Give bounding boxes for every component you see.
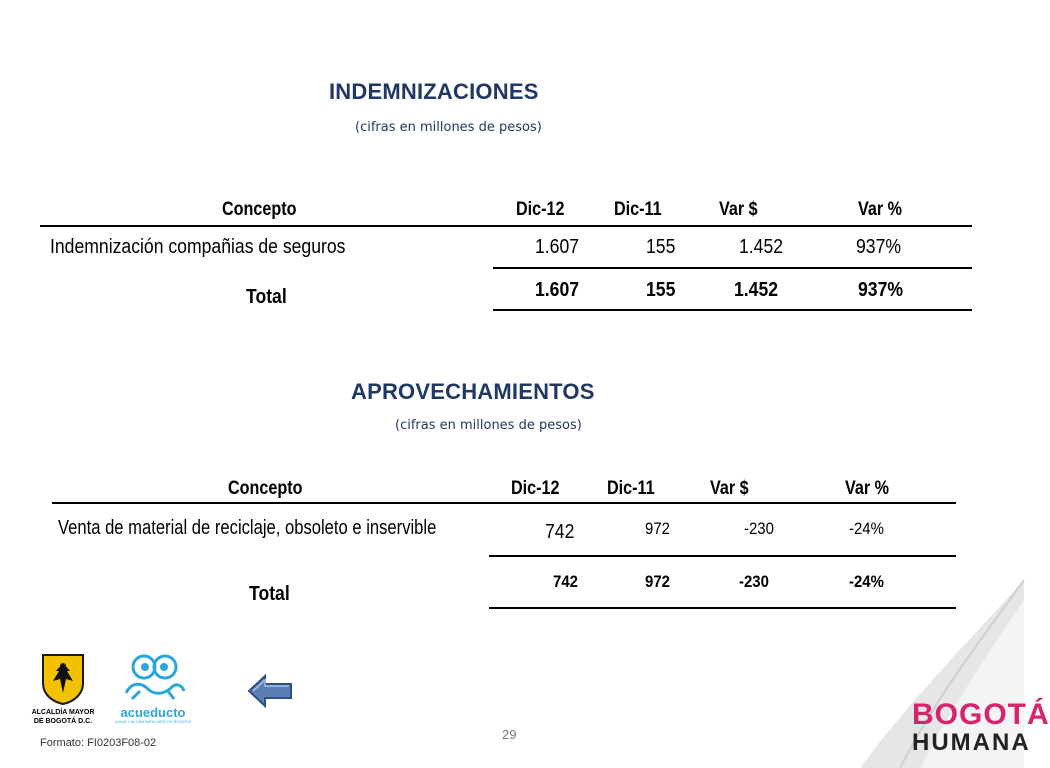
total-dic11: 155	[646, 279, 676, 301]
header-var-pct: Var %	[845, 478, 890, 499]
row-dic12: 1.607	[535, 236, 580, 258]
total-bottom-rule	[493, 309, 972, 311]
total-var-abs: -230	[739, 572, 769, 591]
header-dic12: Dic-12	[516, 199, 565, 220]
page-number: 29	[502, 727, 517, 742]
total-top-rule	[493, 267, 972, 269]
total-label: Total	[249, 583, 290, 605]
header-concepto: Concepto	[222, 199, 297, 220]
header-rule	[52, 502, 956, 504]
row-var-pct: 937%	[856, 236, 902, 258]
acueducto-logo	[108, 653, 198, 725]
header-concepto: Concepto	[228, 478, 303, 499]
row-dic11: 155	[646, 236, 676, 258]
total-var-pct: 937%	[858, 279, 904, 301]
row-concepto: Venta de material de reciclaje, obsoleto e inservible	[58, 517, 437, 539]
header-dic11: Dic-11	[614, 199, 662, 220]
alcaldia-line2: DE BOGOTÁ D.C.	[33, 718, 93, 725]
header-var-abs: Var $	[719, 199, 758, 220]
row-dic12: 742	[545, 521, 575, 543]
header-dic11: Dic-11	[607, 478, 655, 499]
total-var-abs: 1.452	[734, 279, 779, 301]
header-rule	[40, 225, 972, 227]
back-arrow-icon[interactable]	[247, 674, 293, 708]
total-dic12: 742	[553, 572, 578, 591]
header-var-pct: Var %	[858, 199, 903, 220]
acueducto-name: acueducto	[120, 705, 186, 720]
row-var-abs: 1.452	[739, 236, 784, 258]
row-dic11: 972	[645, 519, 670, 538]
total-label: Total	[246, 286, 287, 308]
row-var-abs: -230	[744, 519, 774, 538]
header-dic12: Dic-12	[511, 478, 560, 499]
row-var-pct: -24%	[849, 519, 884, 538]
section-subtitle-aprovechamientos: (cifras en millones de pesos)	[395, 418, 582, 433]
section-title-aprovechamientos: APROVECHAMIENTOS	[351, 379, 595, 404]
section-subtitle-indemnizaciones: (cifras en millones de pesos)	[355, 120, 542, 135]
section-title-indemnizaciones: INDEMNIZACIONES	[329, 79, 539, 104]
frog-icon	[118, 653, 188, 703]
total-top-rule	[489, 555, 956, 557]
total-dic11: 972	[645, 572, 670, 591]
format-code: Formato: FI0203F08-02	[40, 737, 157, 749]
total-var-pct: -24%	[849, 572, 884, 591]
header-var-abs: Var $	[710, 478, 749, 499]
humana-wordmark: HUMANA	[912, 729, 1031, 756]
bogota-wordmark: BOGOTÁ	[912, 698, 1050, 731]
coat-of-arms-icon	[40, 653, 86, 705]
acueducto-subtitle: AGUA Y ALCANTARILLADO DE BOGOTÁ	[115, 719, 191, 724]
bogota-humana-logo	[912, 698, 1050, 756]
total-dic12: 1.607	[535, 279, 580, 301]
alcaldia-line1: ALCALDÍA MAYOR	[31, 709, 95, 716]
alcaldia-logo	[28, 653, 98, 726]
row-concepto: Indemnización compañias de seguros	[50, 236, 346, 258]
